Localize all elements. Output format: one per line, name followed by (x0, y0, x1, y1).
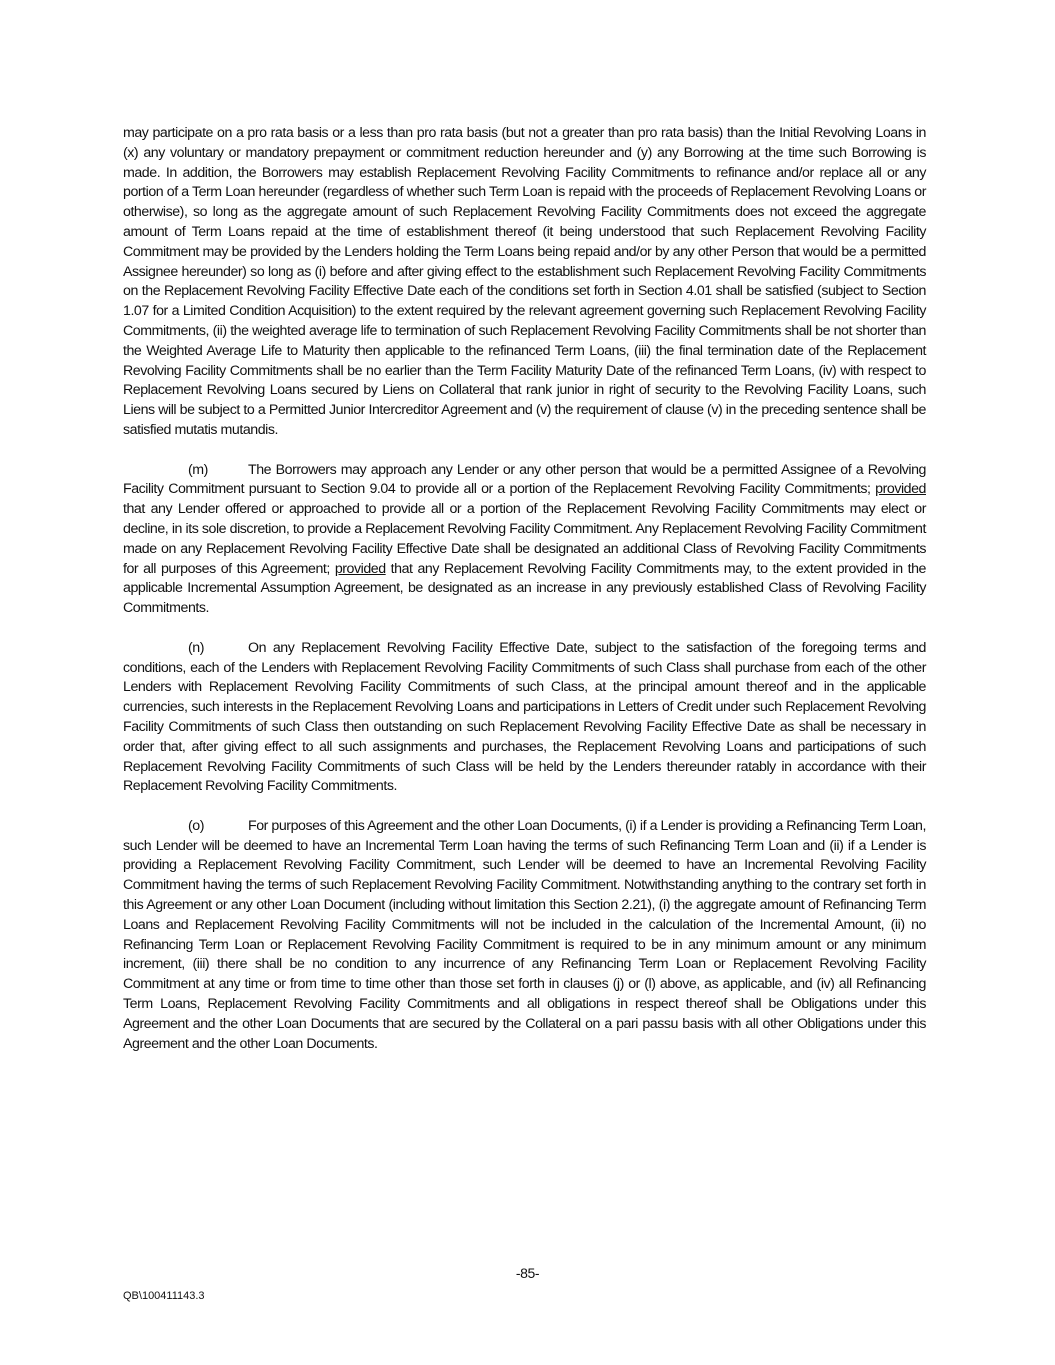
clause-label: (o) (188, 817, 204, 834)
document-body (123, 124, 926, 1074)
clause-text: that any Replacement Revolving Facility Commitments may, to the extent provided in the applicable Incremental Assumption Agreement, be designated as an increase in any previously established Class of Revolving Facility Commitments. (123, 560, 926, 617)
provided-term: provided (875, 481, 926, 498)
clause-text: On any Replacement Revolving Facility Effective Date, subject to the satisfaction of the foregoing terms and conditions, each of the Lenders with Replacement Revolving Facility Commitments of such Class shall purchase from each of the other Lenders with Replacement Revolving Facility Commitments of such Class, at the principal amount thereof and in the applicable currencies, such interests in the Replacement Revolving Loans and participations in Letters of Credit under such Replacement Revolving Facility Commitments of such Class then outstanding on such Replacement Revolving Facility Effective Date as shall be necessary in order that, after giving effect to all such assignments and purchases, the Replacement Revolving Loans and participations of such Replacement Revolving Facility Commitments of such Class will be held by the Lenders thereunder ratably in accordance with their Replacement Revolving Facility Commitments. (123, 639, 926, 795)
clause-text: For purposes of this Agreement and the other Loan Documents, (i) if a Lender is providing a Refinancing Term Loan, such Lender will be deemed to have an Incremental Term Loan having the terms of such Refinancing Term Loan and (ii) if a Lender is providing a Replacement Revolving Facility Commitment, such Lender will be deemed to have an Incremental Revolving Facility Commitment having the terms of such Replacement Revolving Facility Commitment. Notwithstanding anything to the contrary set forth in this Agreement or any other Loan Document (including without limitation this Section 2.21), (i) the aggregate amount of Refinancing Term Loans and Replacement Revolving Facility Commitments will not be included in the calculation of the Incremental Amount, (ii) no Refinancing Term Loan or Replacement Revolving Facility Commitment is required to be in any minimum amount or any minimum increment, (iii) there shall be no condition to any incurrence of any Refinancing Term Loan or Replacement Revolving Facility Commitment at any time or from time to time other than those set forth in clauses (j) or (l) above, as applicable, and (iv) all Refinancing Term Loans, Replacement Revolving Facility Commitments and all obligations in respect thereof shall be Obligations under this Agreement and the other Loan Documents that are secured by the Collateral on a pari passu basis with all other Obligations under this Agreement and the other Loan Documents. (123, 817, 926, 1052)
clause-label: (m) (188, 461, 208, 478)
document-id: QB\100411143.3 (123, 1290, 205, 1302)
paragraph-continued: may participate on a pro rata basis or a less than pro rata basis (but not a greater than pro rata basis) than the Initial Revolving Loans in (x) any voluntary or mandatory prepayment or commitment reduction hereunder and (y) any Borrowing at the time such Borrowing is made. In addition, the Borrowers may establish Replacement Revolving Facility Commitments to refinance and/or replace all or any portion of a Term Loan hereunder (regardless of whether such Term Loan is repaid with the proceeds of Replacement Revolving Loans or otherwise), so long as the aggregate amount of such Replacement Revolving Facility Commitments does not exceed the aggregate amount of Term Loans repaid at the time of establishment thereof (it being understood that such Replacement Revolving Facility Commitment may be provided by the Lenders holding the Term Loans being repaid and/or by any other Person that would be a permitted Assignee hereunder) so long as (i) before and after giving effect to the establishment such Replacement Revolving Facility Commitments on the Replacement Revolving Facility Effective Date each of the conditions set forth in Section 4.01 shall be satisfied (subject to Section 1.07 for a Limited Condition Acquisition) to the extent required by the relevant agreement governing such Replacement Revolving Facility Commitments, (ii) the weighted average life to termination of such Replacement Revolving Facility Commitments shall be not shorter than the Weighted Average Life to Maturity then applicable to the refinanced Term Loans, (iii) the final termination date of the Replacement Revolving Facility Commitments shall be no earlier than the Term Facility Maturity Date of the refinanced Term Loans, (iv) with respect to Replacement Revolving Loans secured by Liens on Collateral that rank junior in right of security to the Revolving Facility Loans, such Liens will be subject to a Permitted Junior Intercreditor Agreement and (v) the requirement of clause (v) in the preceding sentence shall be satisfied mutatis mutandis. (123, 125, 926, 438)
page-number: -85- (515, 1265, 540, 1281)
clause-text: that any Lender offered or approached to provide all or a portion of the Replacement Revolving Facility Commitments may elect or decline, in its sole discretion, to provide a Replacement Revolving Facility Commitment. Any Replacement Revolving Facility Commitment made on any Replacement Revolving Facility Effective Date shall be designated an additional Class of Revolving Facility Commitments for all purposes of this Agreement; (123, 501, 926, 577)
paragraph-n (123, 639, 926, 797)
clause-label: (n) (188, 639, 204, 656)
clause-text: The Borrowers may approach any Lender or any other person that would be a permitted Assignee of a Revolving Facility Commitment pursuant to Section 9.04 to provide all or a portion of the Replacement Revolving Facility Commitments; (123, 461, 926, 498)
paragraph-m (123, 461, 926, 619)
provided-term: provided (334, 560, 386, 577)
paragraph-o (123, 817, 926, 1055)
